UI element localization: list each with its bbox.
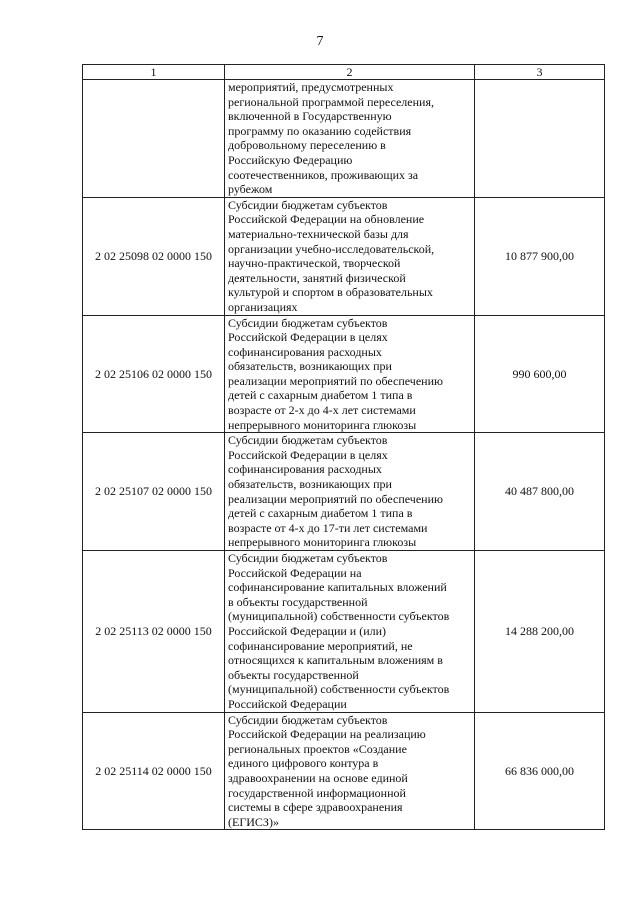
row-description: мероприятий, предусмотренных региональной программой переселения, включенной в Государственную программу по оказанию содействия добровольному переселению в Российскую Федерацию соотечественников, проживающих за рубежом (225, 80, 475, 198)
budget-code: 2 02 25114 02 0000 150 (83, 712, 225, 830)
budget-code: 2 02 25106 02 0000 150 (83, 315, 225, 433)
row-description: Субсидии бюджетам субъектов Российской Федерации на софинансирование капитальных вложений в объекты государственной (муниципальной) собственности субъектов Российской Федерации и (или) софинансирование мероприятий, не относящихся к капитальным вложениям в объекты государственной (муниципальной) собственности субъектов Российской Федерации (225, 551, 475, 713)
table-row (83, 197, 605, 315)
budget-code: 2 02 25098 02 0000 150 (83, 197, 225, 315)
header-col-2: 2 (225, 65, 475, 80)
header-col-1: 1 (83, 65, 225, 80)
row-amount: 10 877 900,00 (475, 197, 605, 315)
budget-code: 2 02 25113 02 0000 150 (83, 551, 225, 713)
row-amount (475, 80, 605, 198)
table-row (83, 551, 605, 713)
table-row (83, 712, 605, 830)
table-row (83, 433, 605, 551)
row-description: Субсидии бюджетам субъектов Российской Федерации в целях софинансирования расходных обязательств, возникающих при реализации мероприятий по обеспечению детей с сахарным диабетом 1 типа в возрасте от 2-х до 4-х лет системами непрерывного мониторинга глюкозы (225, 315, 475, 433)
header-col-3: 3 (475, 65, 605, 80)
row-amount: 14 288 200,00 (475, 551, 605, 713)
table-header-row (83, 65, 605, 80)
row-amount: 66 836 000,00 (475, 712, 605, 830)
row-description: Субсидии бюджетам субъектов Российской Федерации на обновление материально-технической базы для организации учебно-исследовательской, научно-практической, творческой деятельности, занятий физической культурой и спортом в образовательных организациях (225, 197, 475, 315)
revenue-table (82, 64, 605, 830)
row-description: Субсидии бюджетам субъектов Российской Федерации на реализацию региональных проектов «Создание единого цифрового контура в здравоохранении на основе единой государственной информационной системы в сфере здравоохранения (ЕГИСЗ)» (225, 712, 475, 830)
budget-code: 2 02 25107 02 0000 150 (83, 433, 225, 551)
page-number: 7 (316, 34, 324, 49)
budget-code (83, 80, 225, 198)
row-amount: 990 600,00 (475, 315, 605, 433)
row-amount: 40 487 800,00 (475, 433, 605, 551)
row-description: Субсидии бюджетам субъектов Российской Федерации в целях софинансирования расходных обязательств, возникающих при реализации мероприятий по обеспечению детей с сахарным диабетом 1 типа в возрасте от 4-х до 17-ти лет системами непрерывного мониторинга глюкозы (225, 433, 475, 551)
table-row (83, 315, 605, 433)
table-row (83, 80, 605, 198)
